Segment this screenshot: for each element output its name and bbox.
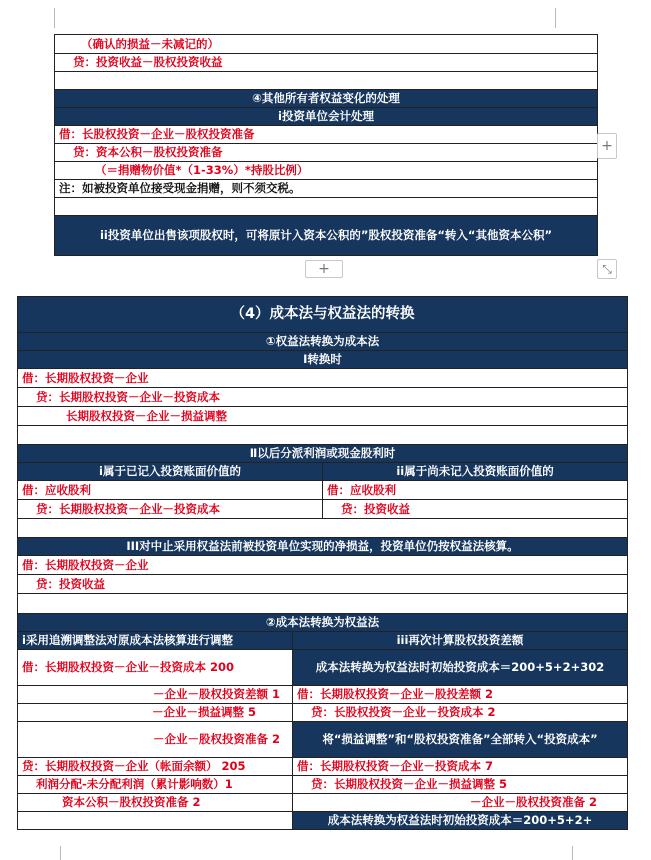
table-cell: －企业－损益调整 5 (18, 704, 293, 722)
table-cell: 将“损益调整”和“股权投资准备”全部转入“投资成本” (293, 722, 628, 758)
table-cell: 贷：投资收益－股权投资收益 (55, 54, 598, 72)
table-cell (18, 426, 628, 445)
table-cell: 借：长期股权投资－企业 (18, 369, 628, 388)
page-corner-mark (560, 846, 573, 860)
section-header: ④其他所有者权益变化的处理 (55, 90, 598, 108)
table-cell: －企业－股权投资准备 2 (293, 794, 628, 812)
table-cell: 贷：资本公积－股权投资准备 (55, 144, 598, 162)
table-cell: 资本公积－股权投资准备 2 (18, 794, 293, 812)
table-cell: 借：长期股权投资－企业－股投差额 2 (293, 686, 628, 704)
table-cell: 借：应收股利 (323, 481, 628, 500)
table-cell (55, 198, 598, 216)
table-cell: 贷：长期股权投资－企业－投资成本 (18, 500, 323, 519)
section-header: Ⅱ以后分派利润或现金股利时 (18, 445, 628, 463)
table-cell (18, 519, 628, 538)
table-cell: 借：长期股权投资－企业－投资成本 7 (293, 758, 628, 776)
section-header: ①权益法转换为成本法 (18, 333, 628, 351)
table-cell: 贷：长期股权投资－企业－损益调整 5 (293, 776, 628, 794)
column-header: ⅰ属于已记入投资账面价值的 (18, 463, 323, 481)
table-cell (55, 72, 598, 90)
table-cell: 借：长期股权投资－企业－投资成本 200 (18, 650, 293, 686)
table-cell: （＝捐赠物价值*（1-33%）*持股比例） (55, 162, 598, 180)
table-cell: 利润分配-未分配利润（累计影响数）1 (18, 776, 293, 794)
table-cell: －企业－股权投资差额 1 (18, 686, 293, 704)
table-cell: 贷：长期股权投资－企业－投资成本 (18, 388, 628, 407)
conversion-table (17, 296, 628, 830)
table-cell: －企业－股权投资准备 2 (18, 722, 293, 758)
column-header: ⅰⅰⅰ再次计算股权投资差额 (293, 632, 628, 650)
page-corner-mark (60, 846, 73, 860)
table-resize-handle[interactable]: ⤡ (597, 259, 617, 279)
table-cell (18, 594, 628, 614)
section-header: Ⅰ转换时 (18, 351, 628, 369)
table-cell: 借：应收股利 (18, 481, 323, 500)
table-cell: 贷：长股权投资－企业－投资成本 2 (293, 704, 628, 722)
section-header: ⅰ投资单位会计处理 (55, 108, 598, 126)
page-corner-mark (555, 8, 568, 28)
equity-change-table (54, 34, 598, 256)
table-cell: 借：长股权投资－企业－股权投资准备 (55, 126, 598, 144)
table-cell: 注：如被投资单位接受现金捐赠，则不须交税。 (55, 180, 598, 198)
column-header: ⅰⅰ属于尚未记入投资账面价值的 (323, 463, 628, 481)
table-cell: 贷：投资收益 (323, 500, 628, 519)
table-cell: 贷：长期股权投资－企业（帐面余额） 205 (18, 758, 293, 776)
page-corner-mark (42, 8, 55, 28)
section-header: ②成本法转换为权益法 (18, 614, 628, 632)
section-header: ⅰⅰ投资单位出售该项股权时，可将原计入资本公积的”股权投资准备“转入“其他资本公积” (55, 216, 598, 256)
table-cell: （确认的损益－未减记的） (55, 35, 598, 54)
table-title: （4）成本法与权益法的转换 (18, 297, 628, 333)
table-cell: 借：长期股权投资－企业 (18, 556, 628, 575)
table-cell: 贷：投资收益 (18, 575, 628, 594)
table-cell (18, 812, 293, 830)
section-header: ⅠⅠⅠ对中止采用权益法前被投资单位实现的净损益，投资单位仍按权益法核算。 (18, 538, 628, 556)
table-cell: 成本法转换为权益法时初始投资成本＝200+5+2+ (293, 812, 628, 830)
table-cell: 长期股权投资－企业－损益调整 (18, 407, 628, 426)
add-column-button[interactable]: + (597, 133, 617, 159)
add-row-button[interactable]: + (305, 260, 343, 278)
column-header: ⅰ采用追溯调整法对原成本法核算进行调整 (18, 632, 293, 650)
table-cell: 成本法转换为权益法时初始投资成本＝200+5+2+302 (293, 650, 628, 686)
